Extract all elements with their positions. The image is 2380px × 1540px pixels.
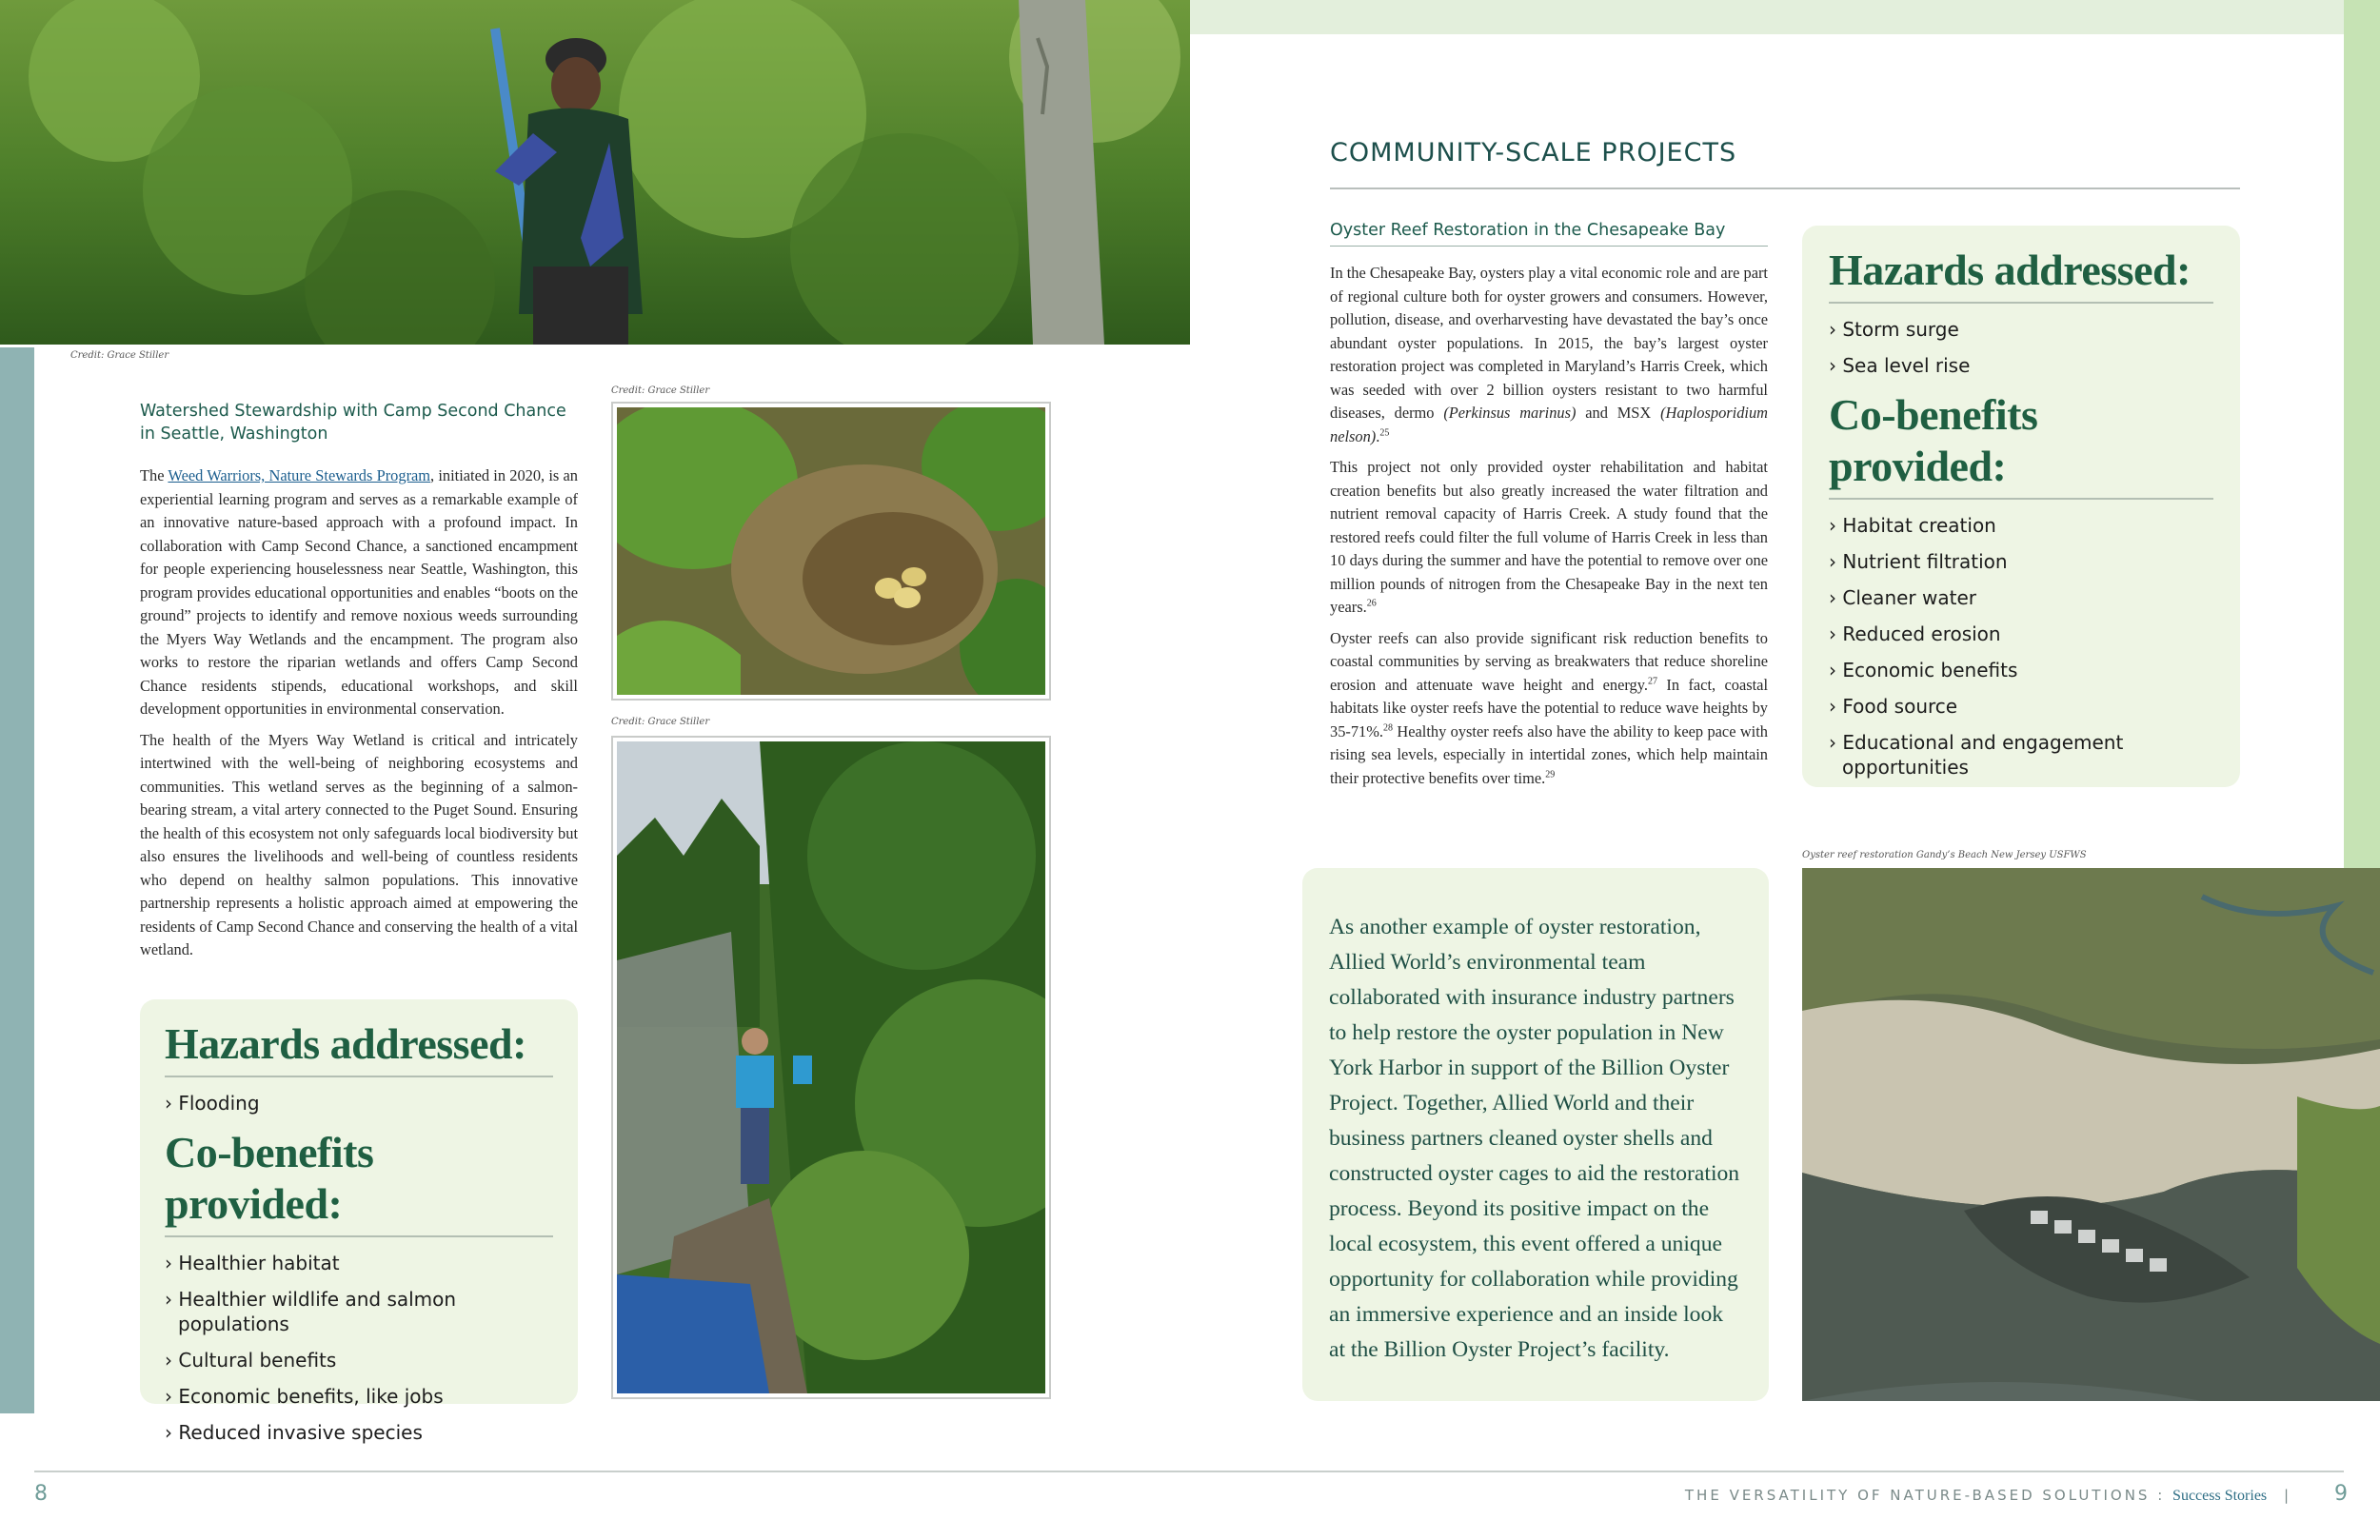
story-title: Watershed Stewardship with Camp Second Chance in Seattle, Washington <box>140 402 566 444</box>
hazards-list <box>165 1091 553 1116</box>
right-color-band <box>2344 0 2380 893</box>
section-heading: COMMUNITY-SCALE PROJECTS <box>1330 138 1737 168</box>
benefits-box <box>140 999 578 1444</box>
bird-nest-photo <box>611 402 1051 701</box>
volunteer-forest-photo <box>0 0 1190 345</box>
hazards-heading: Hazards addressed: <box>165 1019 526 1068</box>
heading-rule <box>1829 302 2213 304</box>
left-color-band <box>0 347 34 1413</box>
list-item: › Economic benefits <box>1829 659 2018 681</box>
cobenefits-heading: Co-benefits provided: <box>1829 390 2038 490</box>
list-item: › Sea level rise <box>1829 354 1971 377</box>
oyster-reef-aerial-photo <box>1802 868 2380 1401</box>
story-body <box>140 464 578 970</box>
story-title: Oyster Reef Restoration in the Chesapeake Bay <box>1330 219 1768 247</box>
list-item: › Economic benefits, like jobs <box>165 1385 444 1408</box>
list-item: › Reduced erosion <box>1829 622 2001 645</box>
list-item: › Educational and engagement opportunities <box>1829 731 2124 779</box>
photo-credit: Credit: Grace Stiller <box>70 350 169 361</box>
footer-subtitle: Success Stories <box>2172 1488 2268 1504</box>
oyster-quote-box <box>1302 868 1769 1401</box>
page-number-right: 9 <box>2334 1482 2348 1506</box>
cobenefits-list <box>165 1251 553 1445</box>
story-paragraph: In the Chesapeake Bay, oysters play a vital economic role and are part of regional culture both for oyster growers and consumers. However, pollution, disease, and overharvesting have devastated the bay’s once abundant oyster populations. In 2015, the bay’s largest oyster restoration project was completed in Maryland’s Harris Creek, which was seeded with over 2 billion oysters resistant to two harmful diseases, dermo (Perkinsus marinus) and MSX (Haplosporidium nelson).$^{25}$ <box>1330 264 1768 445</box>
list-item: › Food source <box>1829 695 1958 718</box>
footer-divider <box>34 1471 2344 1472</box>
footer-separator: | <box>2283 1487 2289 1504</box>
top-color-band <box>1190 0 2344 34</box>
heading-rule <box>165 1235 553 1237</box>
cobenefits-list <box>1829 513 2213 780</box>
hazards-list <box>1829 317 2213 378</box>
story-body <box>1330 262 1768 798</box>
volunteers-fence-photo <box>611 736 1051 1399</box>
list-item: › Cleaner water <box>1829 586 1976 609</box>
cobenefits-heading: Co-benefits provided: <box>165 1128 374 1228</box>
benefits-box <box>1802 226 2240 787</box>
weed-warriors-link[interactable]: Weed Warriors, Nature Stewards Program <box>168 466 431 484</box>
list-item: › Storm surge <box>1829 318 1959 341</box>
story-paragraph: The Weed Warriors, Nature Stewards Program, initiated in 2020, is an experiential learning program and serves as a remarkable example of an innovative nature-based approach with a profound impact. In collaboration with Camp Second Chance, a sanctioned encampment for people experiencing houselessness near Seattle, Washington, this program provides educational opportunities and enables “boots on the ground” projects to identify and remove noxious weeds surrounding the Myers Way Wetlands and the encampment. The program also works to restore the riparian wetlands and offers Camp Second Chance residents stipends, educational workshops, and skill development opportunities in environmental conservation. <box>140 466 578 718</box>
hazards-heading: Hazards addressed: <box>1829 246 2191 294</box>
footer-running-title: THE VERSATILITY OF NATURE-BASED SOLUTIONS : Success Stories | <box>1684 1487 2289 1504</box>
list-item: › Nutrient filtration <box>1829 550 2008 573</box>
page-number-left: 8 <box>34 1482 48 1506</box>
photo-credit: Credit: Grace Stiller <box>611 717 710 727</box>
story-paragraph: This project not only provided oyster rehabilitation and habitat creation benefits but also greatly increased the water filtration and nutrient removal capacity of Harris Creek. A study found that the restored reefs could filter the full volume of Harris Creek in less than 10 days during the summer and have the potential to remove over one million pounds of nitrogen from the Chesapeake Bay in the next ten years.$^{26}$ <box>1330 458 1768 616</box>
quote-text: As another example of oyster restoration, Allied World’s environmental team collaborated with insurance industry partners to help restore the oyster population in New York Harbor in support of the Billion Oyster Project. Together, Allied World and their business partners cleaned oyster shells and constructed oyster cages to aid the restoration process. Beyond its positive impact on the local ecosystem, this event offered a unique opportunity for collaboration while providing an immersive experience and an inside look at the Billion Oyster Project’s facility. <box>1329 915 1740 1362</box>
list-item: › Reduced invasive species <box>165 1421 423 1444</box>
list-item: › Cultural benefits <box>165 1349 337 1372</box>
story-paragraph: Oyster reefs can also provide significant risk reduction benefits to coastal communities by serving as breakwaters that reduce shoreline erosion and attenuate wave height and energy.$^{27}$ In fact, coastal habitats like oyster reefs have the potential to reduce wave heights by 35-71%.$^{28}$ Healthy oyster reefs also have the ability to keep pace with rising sea levels, especially in intertidal zones, which help maintain their protective benefits over time.$^{29}$ <box>1330 628 1768 787</box>
list-item: › Habitat creation <box>1829 514 1996 537</box>
heading-rule <box>1829 498 2213 500</box>
list-item: › Healthier wildlife and salmon populations <box>165 1288 457 1335</box>
photo-credit: Oyster reef restoration Gandy’s Beach New Jersey USFWS <box>1802 850 2087 860</box>
list-item: › Flooding <box>165 1092 260 1115</box>
heading-rule <box>165 1076 553 1077</box>
story-paragraph: The health of the Myers Way Wetland is critical and intricately intertwined with the well-being of neighboring ecosystems and communities. This wetland serves as the beginning of a salmon-bearing stream, a vital artery connected to the Puget Sound. Ensuring the health of this ecosystem not only safeguards local biodiversity but also ensures the livelihoods and well-being of countless residents who depend on healthy salmon populations. This innovative partnership represents a holistic approach aimed at empowering the residents of Camp Second Chance and conserving the health of a vital wetland. <box>140 730 578 958</box>
section-divider <box>1330 188 2240 189</box>
list-item: › Healthier habitat <box>165 1252 340 1274</box>
photo-credit: Credit: Grace Stiller <box>611 385 710 396</box>
